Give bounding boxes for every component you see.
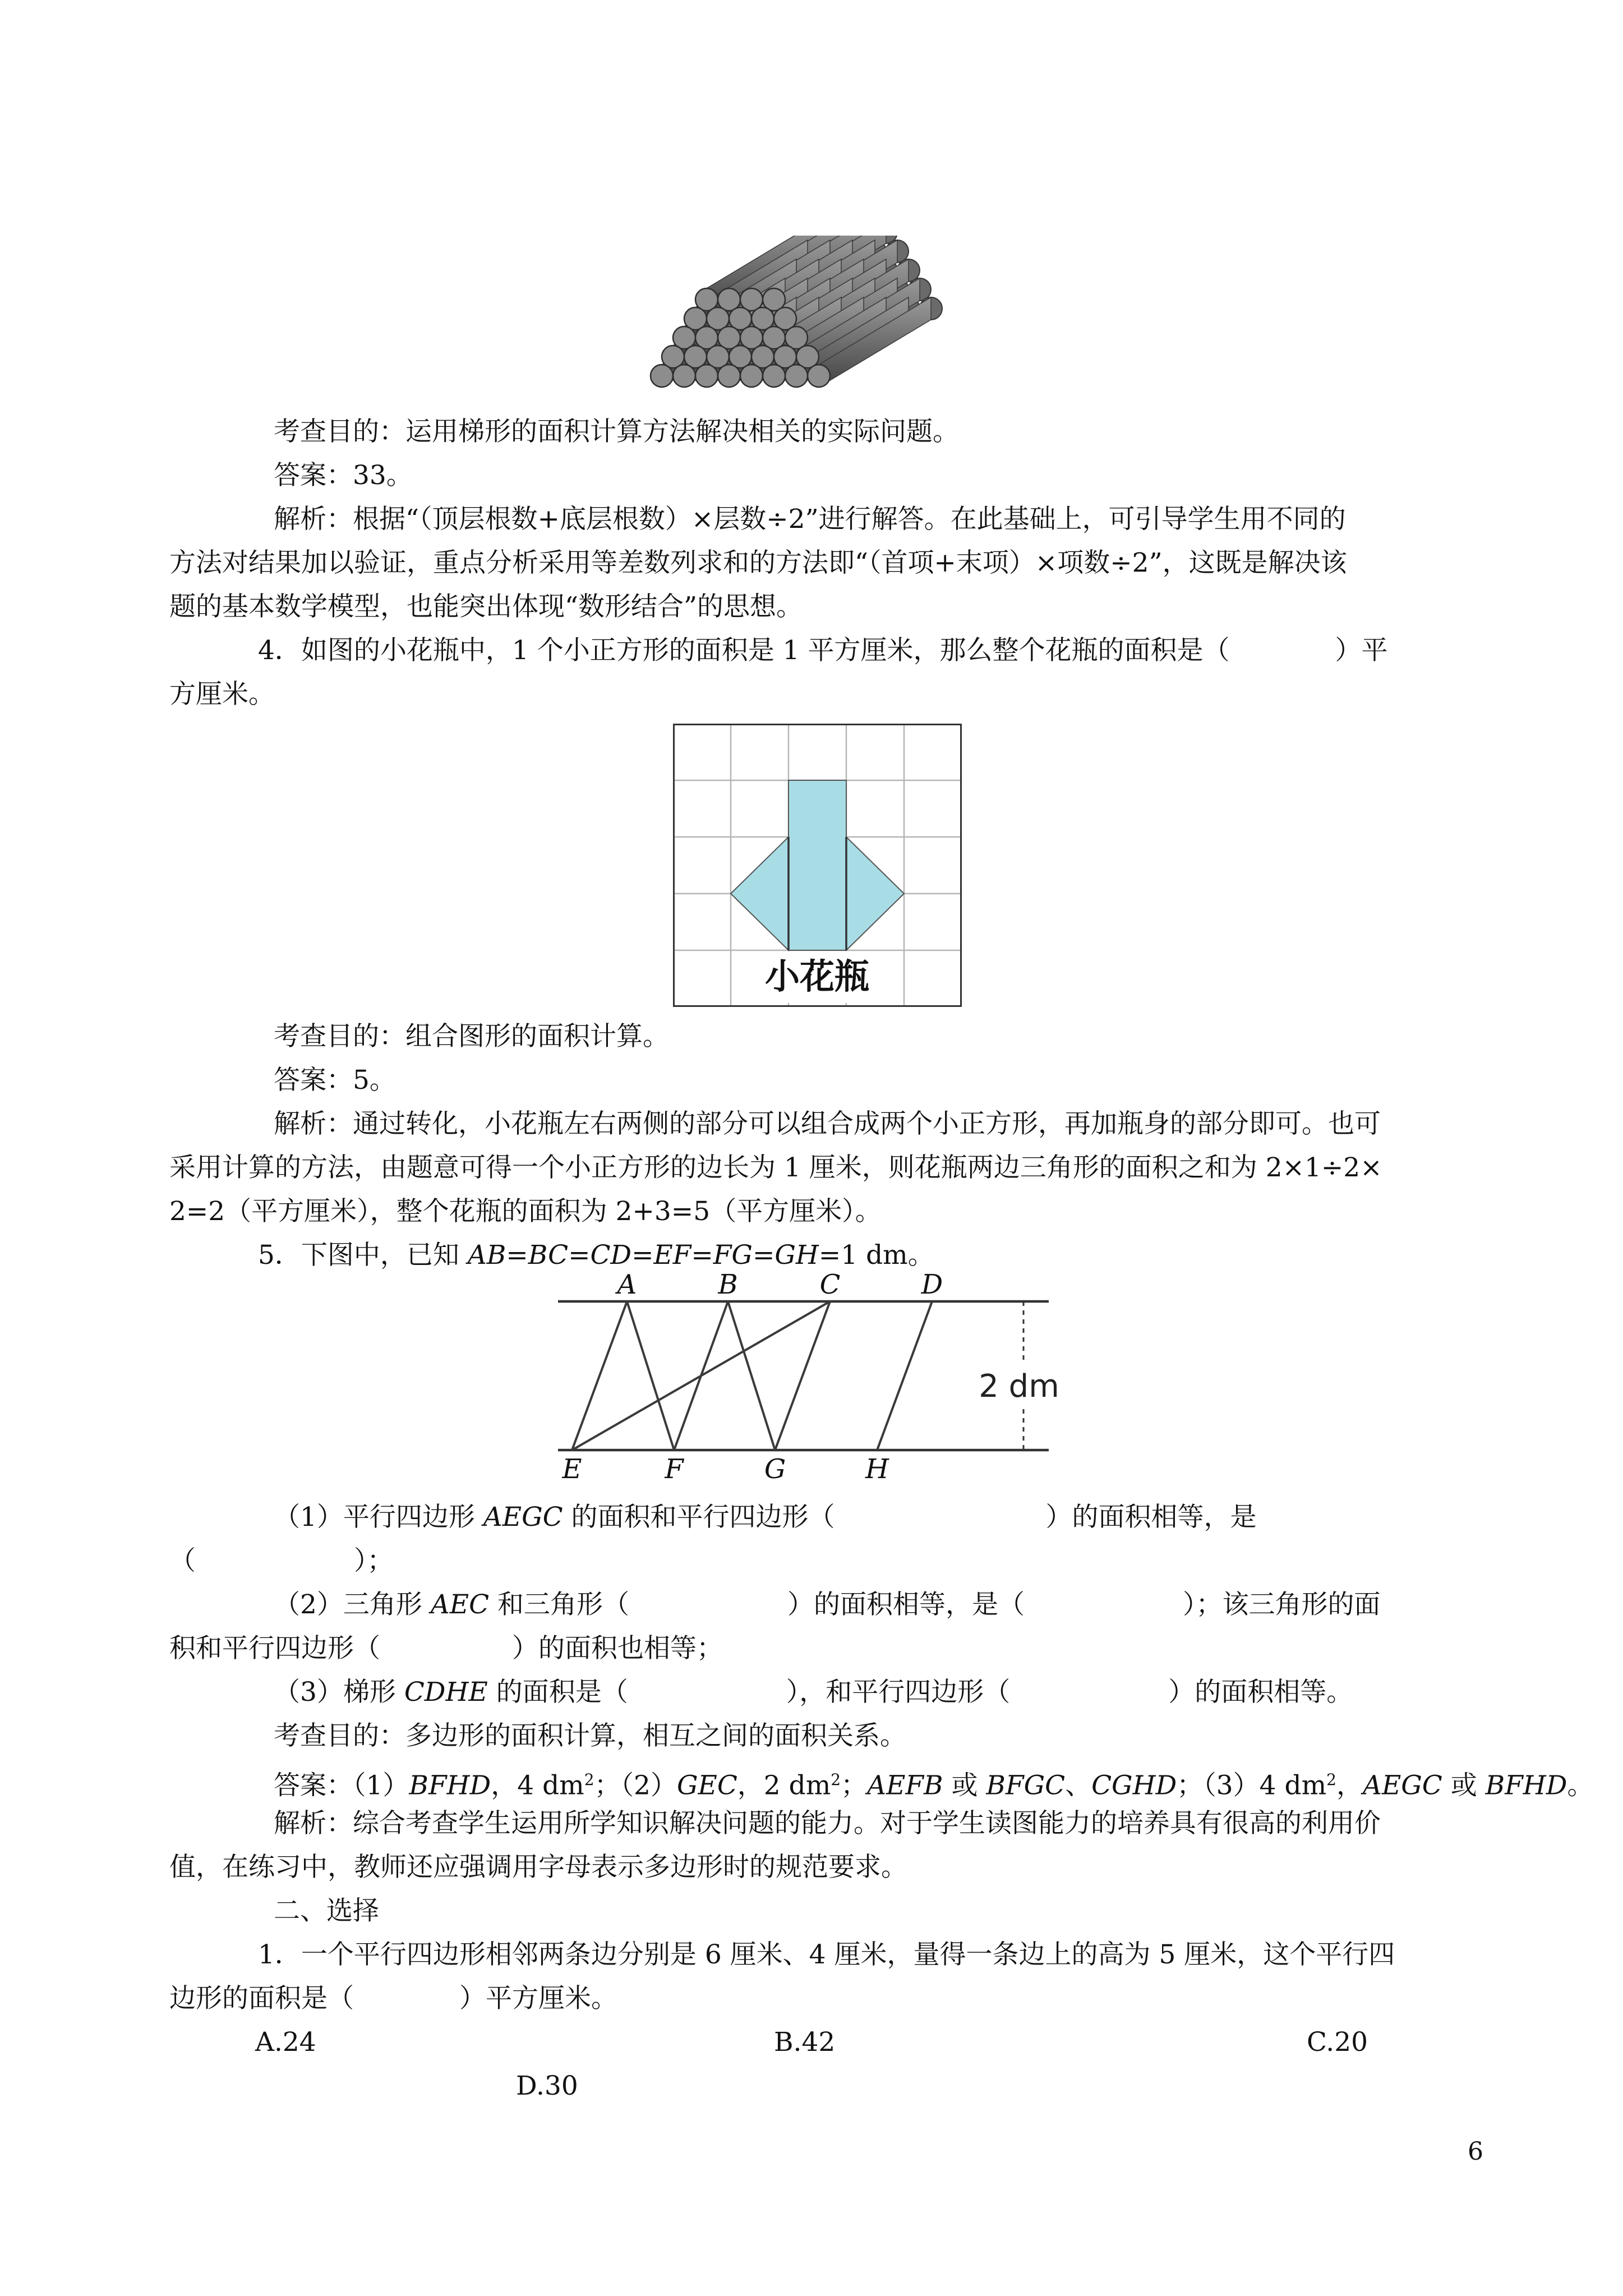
height-label: 2 dm <box>979 1368 1059 1405</box>
logs-purpose: 考查目的：运用梯形的面积计算方法解决相关的实际问题。 <box>274 416 959 447</box>
q5-sub3: （3）梯形 CDHE 的面积是（ ），和平行四边形（ ）的面积相等。 <box>274 1677 1353 1708</box>
log-front-end <box>740 365 763 387</box>
option-a: A.24 <box>255 2027 316 2058</box>
q5-text: 5．下图中，已知 AB=BC=CD=EF=FG=GH=1 dm。 <box>258 1240 934 1271</box>
logs-analysis-line-3: 题的基本数学模型，也能突出体现“数形结合”的思想。 <box>169 591 803 622</box>
logs-analysis-line-1: 解析：根据“（顶层根数+底层根数）×层数÷2”进行解答。在此基础上，可引导学生用不同的 <box>274 504 1346 535</box>
q4-text-line-2: 方厘米。 <box>169 679 275 710</box>
option-c: C.20 <box>1307 2027 1368 2058</box>
point-C: C <box>819 1273 841 1300</box>
log-front-end <box>718 365 740 387</box>
option-d: D.30 <box>516 2070 578 2101</box>
q5-sub2-line-2: 积和平行四边形（ ）的面积也相等； <box>169 1633 723 1664</box>
q5-sub2-line-1: （2）三角形 AEC 和三角形（ ）的面积相等，是（ ）；该三角形的面 <box>274 1589 1381 1620</box>
stacked-logs-figure <box>645 236 981 398</box>
q5-analysis-line-2: 值，在练习中，教师还应强调用字母表示多边形时的规范要求。 <box>169 1852 907 1883</box>
point-G: G <box>764 1453 786 1485</box>
log-front-end <box>695 365 718 387</box>
q5-sub1-line-1: （1）平行四边形 AEGC 的面积和平行四边形（ ）的面积相等，是 <box>274 1502 1257 1533</box>
q4-analysis-line-2: 采用计算的方法，由题意可得一个小正方形的边长为 1 厘米，则花瓶两边三角形的面积之和为 2×1÷2× <box>169 1152 1382 1183</box>
page-number: 6 <box>1468 2137 1483 2166</box>
log-front-end <box>785 365 808 387</box>
parallelogram-figure <box>555 1273 1060 1498</box>
point-E: E <box>562 1453 582 1485</box>
point-D: D <box>921 1273 943 1300</box>
choice-q1-line-2: 边形的面积是（ ）平方厘米。 <box>169 1983 617 2014</box>
q4-text-line-1: 4．如图的小花瓶中，1 个小正方形的面积是 1 平方厘米，那么整个花瓶的面积是（ ）平 <box>258 635 1388 666</box>
q5-analysis-line-1: 解析：综合考查学生运用所学知识解决问题的能力。对于学生读图能力的培养具有很高的利用价 <box>274 1808 1381 1839</box>
logs-answer: 答案：33。 <box>274 460 413 491</box>
choice-q1-line-1: 1．一个平行四边形相邻两条边分别是 6 厘米、4 厘米，量得一条边上的高为 5 厘米，这个平行四 <box>258 1939 1395 1970</box>
option-b: B.42 <box>774 2027 836 2058</box>
logs-analysis-line-2: 方法对结果加以验证，重点分析采用等差数列求和的方法即“（首项+末项）×项数÷2”，这既是解决该 <box>169 547 1347 578</box>
point-H: H <box>865 1453 889 1485</box>
vase-label: 小花瓶 <box>764 956 870 997</box>
log-front-end <box>808 365 830 387</box>
point-B: B <box>718 1273 738 1300</box>
q4-analysis-line-3: 2=2（平方厘米），整个花瓶的面积为 2+3=5（平方厘米）。 <box>169 1196 882 1227</box>
q5-purpose: 考查目的：多边形的面积计算，相互之间的面积关系。 <box>274 1720 906 1751</box>
q5-answer: 答案：（1）BFHD，4 $dm^2$；（2）GEC，2 $dm^2$；AEFB 或 BFGC、CGHD；（3）4 $dm^2$，AEGC 或 BFHD。 <box>274 1770 1594 1801</box>
q4-answer: 答案：5。 <box>274 1065 396 1096</box>
section-title: 二、选择 <box>274 1895 379 1926</box>
vase-grid-figure <box>673 724 962 1007</box>
log-front-end <box>673 365 695 387</box>
log-front-end <box>763 365 785 387</box>
q4-purpose: 考查目的：组合图形的面积计算。 <box>274 1021 669 1052</box>
point-F: F <box>665 1453 684 1485</box>
log-front-end <box>651 365 673 387</box>
q4-analysis-line-1: 解析：通过转化，小花瓶左右两侧的部分可以组合成两个小正方形，再加瓶身的部分即可。也可 <box>274 1108 1381 1139</box>
q5-sub1-line-2: （ ）； <box>169 1545 394 1576</box>
point-A: A <box>617 1273 637 1300</box>
